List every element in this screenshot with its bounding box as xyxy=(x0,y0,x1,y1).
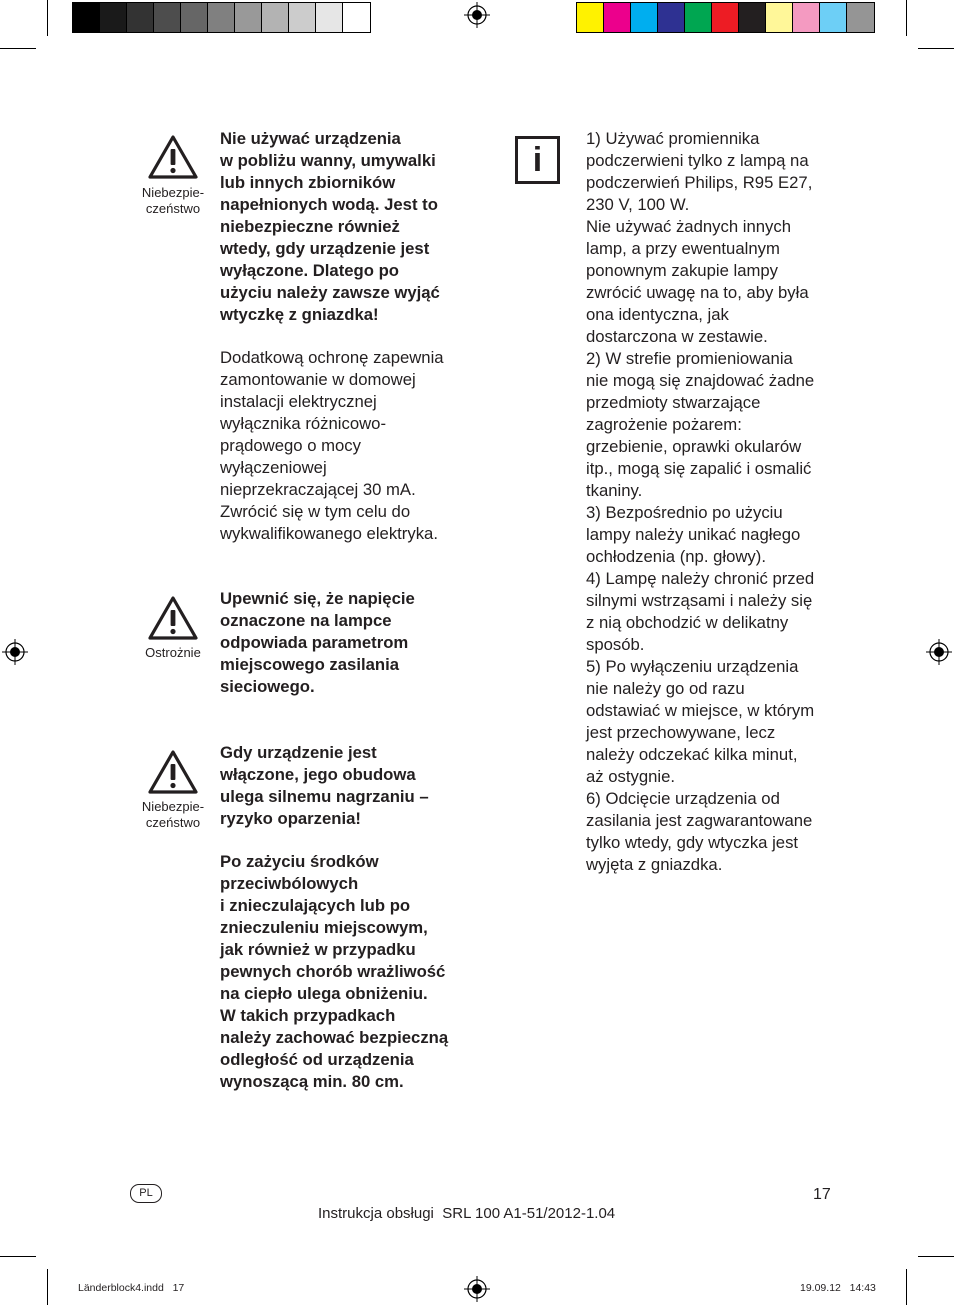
warning-paragraph: Nie używać urządzenia w pobliżu wanny, umywalki lub innych zbiorników napełnionych wodą. Jest to niebezpieczne również wtedy, gdy urządzenie jest wyłączone. Dlatego po użyciu należy zawsze wyjąć wtyczkę z gniazdka! xyxy=(220,129,440,324)
color-swatch xyxy=(712,3,739,32)
color-swatch xyxy=(316,3,343,32)
note-paragraph: Po zażyciu środków przeciwbólowych i znieczulających lub po znieczuleniu miejscowym, jak również w przypadku pewnych chorób wrażliwość na ciepło ulega obniżeniu. W takich przypadkach należy zachować bezpieczną odległość od urządzenia wynoszącą min. 80 cm. xyxy=(220,852,449,1091)
warning-paragraph: Upewnić się, że napięcie oznaczone na lampce odpowiada parametrom miejscowego zasilania sieciowego. xyxy=(220,589,415,696)
color-swatch xyxy=(631,3,658,32)
grayscale-color-bar xyxy=(72,2,371,33)
info-paragraph: 1) Używać promiennika podczerwieni tylko z lampą na podczerwień Philips, R95 E27, 230 V, 100 W. Nie używać żadnych innych lamp, a przy ewentualnym ponownym zakupie lampy zwrócić uwagę na to, aby była ona identyczna, jak dostarczona w zestawie. 2) W strefie promieniowania nie mogą się znajdować żadne przedmioty stwarzające zagrożenie pożarem: grzebienie, oprawki okularów itp., mogą się zapalić i osmalić tkaniny. 3) Bezpośrednio po użyciu lampy należy unikać nagłego ochłodzenia (np. głowy). 4) Lampę należy chronić przed silnymi wstrząsami i należy się z nią obchodzić w delikatny sposób. 5) Po wyłączeniu urządzenia nie należy go od razu odstawiać w miejsce, w którym jest przechowywane, lecz należy odczekać kilka minut, aż ostygnie. 6) Odcięcie urządzenia od zasilania jest zagwarantowane tylko wtedy, gdy wtyczka jest wyjęta z gniazdka. xyxy=(586,129,815,874)
color-swatch xyxy=(154,3,181,32)
crop-mark xyxy=(918,1256,954,1257)
danger-label: Niebezpie- czeństwo xyxy=(141,799,205,830)
crop-mark xyxy=(906,0,907,36)
note-text xyxy=(220,851,480,1093)
slug-timestamp: 19.09.12 14:43 xyxy=(800,1282,876,1294)
language-badge: PL xyxy=(130,1184,162,1203)
color-swatch xyxy=(127,3,154,32)
crop-mark xyxy=(918,48,954,49)
color-swatch xyxy=(766,3,793,32)
color-swatch xyxy=(604,3,631,32)
manual-reference: Instrukcja obsługi SRL 100 A1-51/2012-1.04 xyxy=(318,1205,616,1222)
caution-label: Ostrożnie xyxy=(145,645,201,660)
warning-text xyxy=(220,588,480,698)
color-swatch xyxy=(100,3,127,32)
color-swatch xyxy=(577,3,604,32)
color-swatch xyxy=(793,3,820,32)
warning-triangle-icon xyxy=(147,134,199,180)
warning-triangle-icon xyxy=(147,749,199,795)
warning-text xyxy=(220,742,480,830)
color-swatch xyxy=(739,3,766,32)
info-text xyxy=(586,128,851,876)
color-swatch xyxy=(262,3,289,32)
info-symbol: i xyxy=(532,140,543,179)
color-swatch xyxy=(289,3,316,32)
crop-mark xyxy=(906,1269,907,1305)
color-swatch xyxy=(235,3,262,32)
color-swatch xyxy=(820,3,847,32)
registration-mark-icon xyxy=(464,1276,490,1302)
registration-mark-icon xyxy=(464,2,490,28)
warning-paragraph: Gdy urządzenie jest włączone, jego obudowa ulega silnemu nagrzaniu – ryzyko oparzenia! xyxy=(220,743,429,828)
page-number: 17 xyxy=(813,1186,831,1203)
registration-mark-icon xyxy=(926,639,952,665)
color-swatch xyxy=(847,3,874,32)
color-swatch xyxy=(685,3,712,32)
crop-mark xyxy=(47,1269,48,1305)
crop-mark xyxy=(0,1256,36,1257)
warning-text xyxy=(220,128,480,326)
color-swatch xyxy=(343,3,370,32)
crop-mark xyxy=(47,0,48,36)
note-text xyxy=(220,347,480,545)
slug-filename: Länderblock4.indd 17 xyxy=(78,1282,185,1294)
color-swatch xyxy=(181,3,208,32)
note-paragraph: Dodatkową ochronę zapewnia zamontowanie w domowej instalacji elektrycznej wyłącznika różnicowo- prądowego o mocy wyłączeniowej nieprzekraczającej 30 mA. Zwrócić się w tym celu do wykwalifikowanego elektryka. xyxy=(220,348,444,543)
color-swatch xyxy=(73,3,100,32)
info-icon xyxy=(515,136,560,184)
color-swatch xyxy=(658,3,685,32)
color-swatch xyxy=(208,3,235,32)
crop-mark xyxy=(0,48,36,49)
danger-label: Niebezpie- czeństwo xyxy=(141,185,205,216)
process-color-bar xyxy=(576,2,875,33)
warning-triangle-icon xyxy=(147,595,199,641)
registration-mark-icon xyxy=(2,639,28,665)
